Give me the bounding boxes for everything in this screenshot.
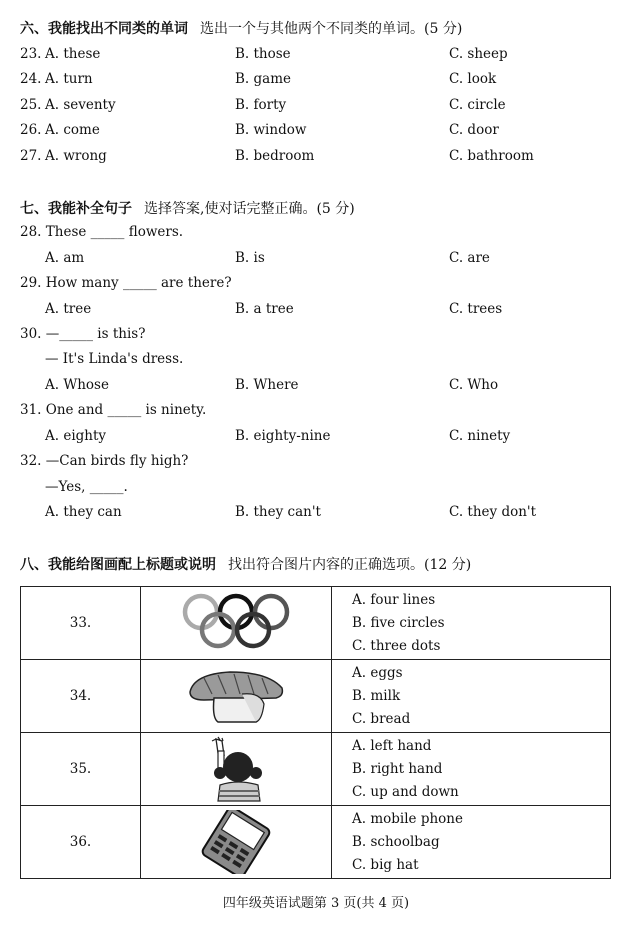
- question-stem: [0, 402, 632, 422]
- picture-cell: [141, 733, 332, 806]
- question-stem: [0, 275, 632, 295]
- question-32-reply: —Yes, _____.: [45, 479, 128, 495]
- question-row: [0, 71, 632, 91]
- option-b: B. those: [235, 46, 291, 62]
- question-stem: [0, 326, 632, 346]
- option-a: A. wrong: [45, 148, 107, 164]
- section-7-title: [20, 198, 355, 218]
- section-8-title: [20, 554, 471, 574]
- option-a: A. seventy: [45, 97, 116, 113]
- option-c: C. ninety: [449, 428, 511, 444]
- options-cell: [332, 587, 611, 660]
- options-cell: [332, 733, 611, 806]
- question-options: [0, 250, 632, 270]
- table-row: [21, 587, 611, 660]
- question-stem-reply: [0, 351, 632, 371]
- option-c: C. look: [449, 71, 497, 87]
- section-7-instruction: 选择答案,使对话完整正确。(5 分): [144, 201, 355, 217]
- option-c: C. circle: [449, 97, 506, 113]
- question-options: [0, 301, 632, 321]
- option-b: B. schoolbag: [352, 833, 440, 850]
- question-30-stem: 30. —_____ is this?: [20, 326, 146, 342]
- question-number-27: 27.: [20, 148, 42, 164]
- option-b: B. right hand: [352, 760, 443, 777]
- option-a: A. eighty: [45, 428, 107, 444]
- option-a: A. eggs: [352, 664, 403, 681]
- option-b: B. forty: [235, 97, 287, 113]
- option-b: B. is: [235, 250, 265, 266]
- question-32-stem: 32. —Can birds fly high?: [20, 453, 189, 469]
- option-b: B. game: [235, 71, 291, 87]
- option-a: A. these: [45, 46, 101, 62]
- picture-cell: [141, 806, 332, 879]
- option-c: C. Who: [449, 377, 499, 393]
- picture-matching-table: [20, 586, 611, 879]
- question-number-36: 36.: [21, 806, 141, 879]
- option-a: A. am: [45, 250, 85, 266]
- page-footer: 四年级英语试题第 3 页(共 4 页): [222, 896, 410, 911]
- option-a: A. they can: [45, 504, 122, 520]
- option-c: C. big hat: [352, 856, 419, 873]
- option-b: B. bedroom: [235, 148, 315, 164]
- option-a: A. tree: [45, 301, 92, 317]
- question-row: [0, 97, 632, 117]
- section-6-title: [20, 18, 462, 38]
- question-options: [0, 504, 632, 524]
- options-cell: [332, 660, 611, 733]
- option-b: B. they can't: [235, 504, 321, 520]
- option-a: A. four lines: [352, 591, 436, 608]
- question-number-25: 25.: [20, 97, 42, 113]
- section-6-heading: 六、我能找出不同类的单词: [20, 21, 188, 37]
- question-options: [0, 428, 632, 448]
- table-row: [21, 733, 611, 806]
- question-number-33: 33.: [21, 587, 141, 660]
- option-a: A. Whose: [45, 377, 109, 393]
- question-number-23: 23.: [20, 46, 42, 62]
- option-c: C. door: [449, 122, 499, 138]
- option-b: B. five circles: [352, 614, 445, 631]
- question-number-24: 24.: [20, 71, 42, 87]
- question-30-reply: — It's Linda's dress.: [45, 351, 184, 367]
- option-a: A. come: [45, 122, 100, 138]
- table-row: [21, 806, 611, 879]
- question-number-35: 35.: [21, 733, 141, 806]
- question-number-34: 34.: [21, 660, 141, 733]
- question-options: [0, 377, 632, 397]
- option-c: C. bread: [352, 710, 411, 727]
- section-8-heading: 八、我能给图画配上标题或说明: [20, 557, 216, 573]
- picture-cell: [141, 587, 332, 660]
- question-number-26: 26.: [20, 122, 42, 138]
- option-b: B. eighty-nine: [235, 428, 331, 444]
- question-row: [0, 46, 632, 66]
- option-c: C. bathroom: [449, 148, 534, 164]
- question-31-stem: 31. One and _____ is ninety.: [20, 402, 207, 418]
- option-a: A. turn: [45, 71, 93, 87]
- option-c: C. up and down: [352, 783, 459, 800]
- option-c: C. they don't: [449, 504, 537, 520]
- mobile-phone-icon: [188, 810, 284, 874]
- option-c: C. sheep: [449, 46, 508, 62]
- table-row: [21, 660, 611, 733]
- option-c: C. trees: [449, 301, 503, 317]
- section-8-instruction: 找出符合图片内容的正确选项。(12 分): [228, 557, 472, 573]
- bread-icon: [184, 666, 288, 726]
- option-a: A. mobile phone: [352, 810, 463, 827]
- question-stem-reply: [0, 479, 632, 499]
- olympic-rings-icon: [181, 590, 291, 656]
- question-row: [0, 122, 632, 142]
- option-c: C. are: [449, 250, 490, 266]
- option-b: B. milk: [352, 687, 401, 704]
- girl-raising-hand-icon: [196, 735, 276, 803]
- question-stem: [0, 453, 632, 473]
- question-stem: [0, 224, 632, 244]
- option-c: C. three dots: [352, 637, 441, 654]
- question-29-stem: 29. How many _____ are there?: [20, 275, 232, 291]
- picture-cell: [141, 660, 332, 733]
- question-28-stem: 28. These _____ flowers.: [20, 224, 184, 240]
- option-a: A. left hand: [352, 737, 432, 754]
- option-b: B. window: [235, 122, 307, 138]
- section-7-heading: 七、我能补全句子: [20, 201, 132, 217]
- section-6-instruction: 选出一个与其他两个不同类的单词。(5 分): [200, 21, 463, 37]
- options-cell: [332, 806, 611, 879]
- option-b: B. Where: [235, 377, 299, 393]
- option-b: B. a tree: [235, 301, 294, 317]
- question-row: [0, 148, 632, 168]
